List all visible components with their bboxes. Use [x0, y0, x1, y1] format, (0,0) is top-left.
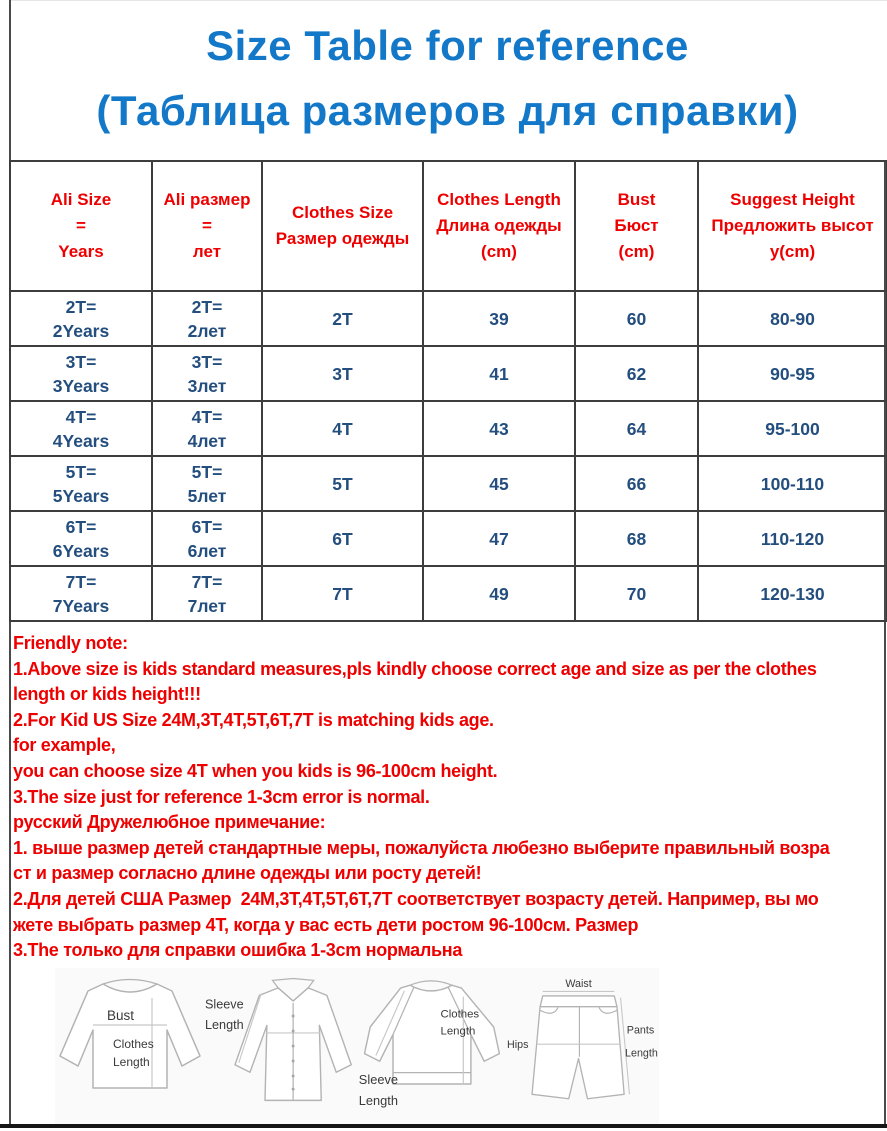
pants-diagram: [507, 968, 659, 1124]
table-cell: 2T: [262, 291, 423, 346]
table-cell: 4T: [262, 401, 423, 456]
pants-length-label: Length: [625, 1047, 658, 1060]
note-line: for example,: [13, 735, 116, 756]
table-cell: 2T= 2Years: [10, 291, 152, 346]
tshirt-diagram: [55, 968, 205, 1124]
table-cell: 3T= 3Years: [10, 346, 152, 401]
table-cell: 60: [575, 291, 698, 346]
table-cell: 5T= 5лет: [152, 456, 262, 511]
table-cell: 7T= 7лет: [152, 566, 262, 621]
table-cell: 41: [423, 346, 575, 401]
table-row-5t: [10, 456, 887, 511]
note-line: 2.Для детей США Размер 24M,3T,4T,5T,6T,7T соответствует возрасту детей. Например, вы мо: [13, 888, 819, 909]
header-clothes-length: Clothes Length Длина одежды (cm): [423, 161, 575, 291]
table-cell: 120-130: [698, 566, 887, 621]
table-cell: 100-110: [698, 456, 887, 511]
header-bust: Bust Бюст (cm): [575, 161, 698, 291]
header-ali-size: Ali Size = Years: [10, 161, 152, 291]
table-cell: 90-95: [698, 346, 887, 401]
table-row-3t: [10, 346, 887, 401]
note-line: 1.Above size is kids standard measures,pls kindly choose correct age and size as per the clothes: [13, 658, 817, 679]
sleeve-length-label: Sleeve: [205, 997, 244, 1012]
table-cell: 6T= 6Years: [10, 511, 152, 566]
table-cell: 4T= 4Years: [10, 401, 152, 456]
table-cell: 45: [423, 456, 575, 511]
table-cell: 6T: [262, 511, 423, 566]
clothes-length-label: Length: [440, 1025, 476, 1038]
table-cell: 6T= 6лет: [152, 511, 262, 566]
sleeve-length-label: Sleeve: [358, 1072, 398, 1087]
table-cell: 43: [423, 401, 575, 456]
table-cell: 4T= 4лет: [152, 401, 262, 456]
table-cell: 64: [575, 401, 698, 456]
note-line: 1. выше размер детей стандартные меры, пожалуйста любезно выберите правильный возра: [13, 837, 830, 858]
bottom-rule: [0, 1124, 887, 1128]
note-line: жете выбрать размер 4T, когда у вас есть дети ростом 96-100см. Размер: [13, 914, 639, 935]
table-row-2t: [10, 291, 887, 346]
table-cell: 39: [423, 291, 575, 346]
size-table: [9, 160, 887, 622]
table-cell: 62: [575, 346, 698, 401]
table-cell: 5T: [262, 456, 423, 511]
clothes-length-label: Clothes: [113, 1037, 154, 1051]
note-line: 2.For Kid US Size 24M,3T,4T,5T,6T,7T is matching kids age.: [13, 709, 494, 730]
table-cell: 3T= 3лет: [152, 346, 262, 401]
header-clothes-size: Clothes Size Размер одежды: [262, 161, 423, 291]
note-line: you can choose size 4T when you kids is 96-100cm height.: [13, 760, 498, 781]
note-line: 3.The только для справки ошибка 1-3cm нормальна: [13, 940, 463, 961]
table-row-6t: [10, 511, 887, 566]
friendly-notes: [13, 631, 885, 964]
table-cell: 7T= 7Years: [10, 566, 152, 621]
table-cell: 95-100: [698, 401, 887, 456]
table-header-row: [10, 161, 887, 291]
table-row-4t: [10, 401, 887, 456]
header-ali-razmer: Ali размер = лет: [152, 161, 262, 291]
measurement-diagrams: [55, 968, 659, 1124]
header-suggest-height: Suggest Height Предложить высот у(cm): [698, 161, 887, 291]
title-english: Size Table for reference: [206, 22, 689, 69]
table-cell: 47: [423, 511, 575, 566]
table-cell: 110-120: [698, 511, 887, 566]
note-line: 3.The size just for reference 1-3cm error is normal.: [13, 786, 430, 807]
sleeve-length-label: Length: [358, 1092, 399, 1108]
sweater-diagram: [355, 968, 507, 1124]
sleeve-length-label: Length: [205, 1018, 244, 1033]
title-russian: (Таблица размеров для справки): [96, 87, 799, 134]
table-cell: 66: [575, 456, 698, 511]
waist-label: Waist: [565, 977, 592, 990]
note-line: length or kids height!!!: [13, 684, 201, 705]
bust-label: Bust: [107, 1008, 135, 1023]
page-title: [11, 0, 884, 135]
table-cell: 3T: [262, 346, 423, 401]
pants-length-label: Pants: [626, 1024, 655, 1037]
table-cell: 68: [575, 511, 698, 566]
shirt-diagram: [205, 968, 355, 1124]
clothes-length-label: Clothes: [440, 1008, 480, 1021]
hips-label: Hips: [507, 1038, 529, 1051]
table-cell: 70: [575, 566, 698, 621]
table-cell: 5T= 5Years: [10, 456, 152, 511]
table-cell: 80-90: [698, 291, 887, 346]
table-cell: 49: [423, 566, 575, 621]
note-line: Friendly note:: [13, 633, 128, 653]
table-cell: 7T: [262, 566, 423, 621]
note-line: русский Дружелюбное примечание:: [13, 812, 326, 833]
note-line: ст и размер согласно длине одежды или росту детей!: [13, 863, 482, 884]
table-cell: 2T= 2лет: [152, 291, 262, 346]
clothes-length-label: Length: [113, 1055, 150, 1069]
table-row-7t: [10, 566, 887, 621]
